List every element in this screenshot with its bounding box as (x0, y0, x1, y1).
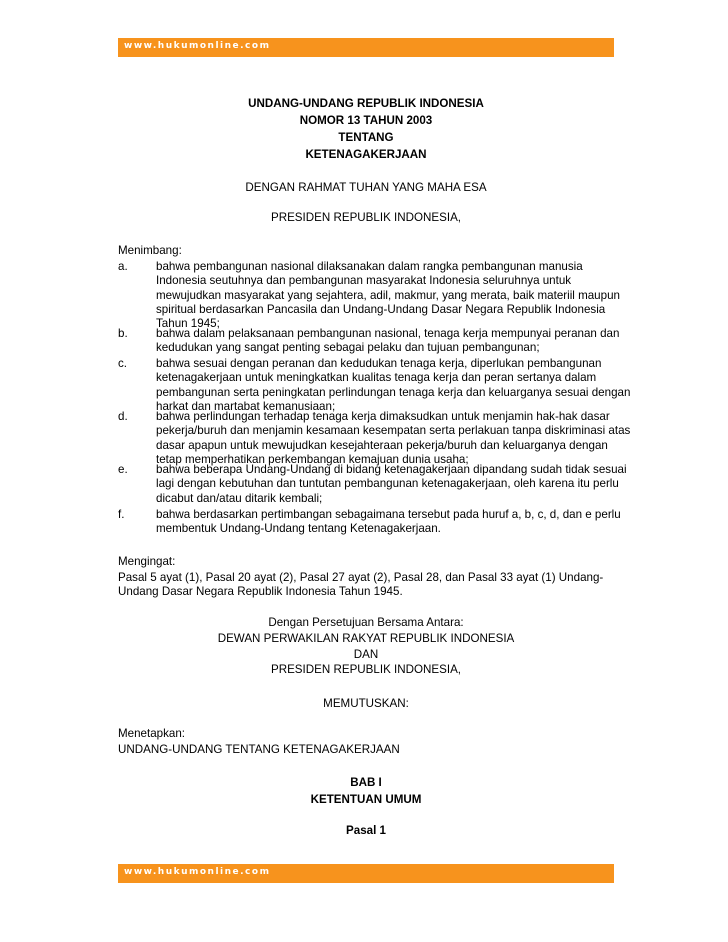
persetujuan-line: PRESIDEN REPUBLIK INDONESIA, (270, 663, 462, 676)
item-line: bahwa pembangunan nasional dilaksanakan dalam rangka pembangunan manusia (156, 260, 583, 273)
mengingat-line: Undang Dasar Negara Republik Indonesia Tahun 1945. (118, 585, 403, 598)
title-line: UNDANG-UNDANG REPUBLIK INDONESIA (248, 97, 484, 110)
item-line: mewujudkan masyarakat yang sejahtera, adil, makmur, yang merata, baik materiil maupun (156, 288, 620, 302)
menimbang-item-f (156, 508, 621, 537)
title-line: NOMOR 13 TAHUN 2003 (299, 114, 433, 127)
mengingat-label: Mengingat: (118, 555, 176, 568)
title-line: TENTANG (338, 131, 394, 144)
bab-number: BAB I (350, 776, 382, 789)
pasal-heading: Pasal 1 (346, 824, 386, 837)
header-banner (118, 38, 614, 57)
persetujuan-line: DEWAN PERWAKILAN RAKYAT REPUBLIK INDONESIA (217, 632, 515, 645)
persetujuan-line: DAN (353, 648, 379, 661)
item-line: harkat dan martabat kemanusiaan; (156, 399, 336, 413)
item-line: bahwa berdasarkan pertimbangan sebagaimana tersebut pada huruf a, b, c, d, dan e perlu (156, 508, 621, 521)
menetapkan-text: UNDANG-UNDANG TENTANG KETENAGAKERJAAN (118, 743, 400, 756)
item-line: dasar apapun untuk mewujudkan kesejahteraan pekerja/buruh dan keluarganya dengan (156, 438, 608, 452)
item-marker: e. (118, 463, 128, 476)
menimbang-item-e (156, 463, 627, 506)
rahmat-line: DENGAN RAHMAT TUHAN YANG MAHA ESA (245, 181, 487, 194)
item-marker: f. (118, 508, 125, 521)
banner-site-text: www.hukumonline.com (124, 867, 271, 877)
item-marker: c. (118, 357, 128, 370)
item-line: Indonesia seutuhnya dan pembangunan masyarakat Indonesia seluruhnya untuk (156, 274, 572, 288)
persetujuan-line: Dengan Persetujuan Bersama Antara: (268, 616, 464, 629)
item-line: bahwa dalam pelaksanaan pembangunan nasional, tenaga kerja mempunyai peranan dan (156, 327, 620, 340)
item-line: pekerja/buruh dan menjamin kesamaan kesempatan serta perlakuan tanpa diskriminasi atas (156, 424, 631, 438)
memutuskan-line: MEMUTUSKAN: (323, 697, 409, 710)
bab-title: KETENTUAN UMUM (310, 793, 422, 806)
item-line: membentuk Undang-Undang tentang Ketenagakerjaan. (156, 522, 441, 536)
item-marker: a. (118, 260, 128, 273)
item-line: dicabut dan/atau ditarik kembali; (156, 491, 323, 505)
item-line: pembangunan serta peningkatan perlindungan tenaga kerja dan keluarganya sesuai dengan (156, 385, 631, 399)
menimbang-item-d (156, 410, 631, 467)
banner-site-text: www.hukumonline.com (124, 41, 271, 51)
menimbang-item-b (156, 327, 620, 356)
item-line: kedudukan yang sangat penting sebagai pelaku dan tujuan pembangunan; (156, 341, 540, 355)
menetapkan-label: Menetapkan: (118, 727, 186, 740)
item-line: ketenagakerjaan untuk meningkatkan kualitas tenaga kerja dan peran sertanya dalam (156, 371, 597, 385)
title-line: KETENAGAKERJAAN (305, 148, 427, 161)
menimbang-item-a (156, 260, 620, 331)
item-marker: d. (118, 410, 128, 423)
item-line: tetap memperhatikan perkembangan kemajuan dunia usaha; (156, 452, 469, 466)
menimbang-label: Menimbang: (118, 244, 182, 257)
footer-banner (118, 864, 614, 883)
item-line: bahwa perlindungan terhadap tenaga kerja dimaksudkan untuk menjamin hak-hak dasar (156, 410, 610, 423)
item-line: Tahun 1945; (156, 317, 220, 331)
item-marker: b. (118, 327, 128, 340)
mengingat-line: Pasal 5 ayat (1), Pasal 20 ayat (2), Pasal 27 ayat (2), Pasal 28, dan Pasal 33 ayat (1) Undang- (118, 571, 604, 584)
item-line: spiritual berdasarkan Pancasila dan Undang-Undang Dasar Negara Republik Indonesia (156, 302, 606, 316)
item-line: bahwa sesuai dengan peranan dan kedudukan tenaga kerja, diperlukan pembangunan (156, 357, 602, 370)
item-line: bahwa beberapa Undang-Undang di bidang ketenagakerjaan dipandang sudah tidak sesuai (156, 463, 627, 476)
presiden-line: PRESIDEN REPUBLIK INDONESIA, (270, 211, 462, 224)
menimbang-item-c (156, 357, 631, 414)
item-line: lagi dengan kebutuhan dan tuntutan pembangunan ketenagakerjaan, oleh karena itu perlu (156, 477, 619, 491)
